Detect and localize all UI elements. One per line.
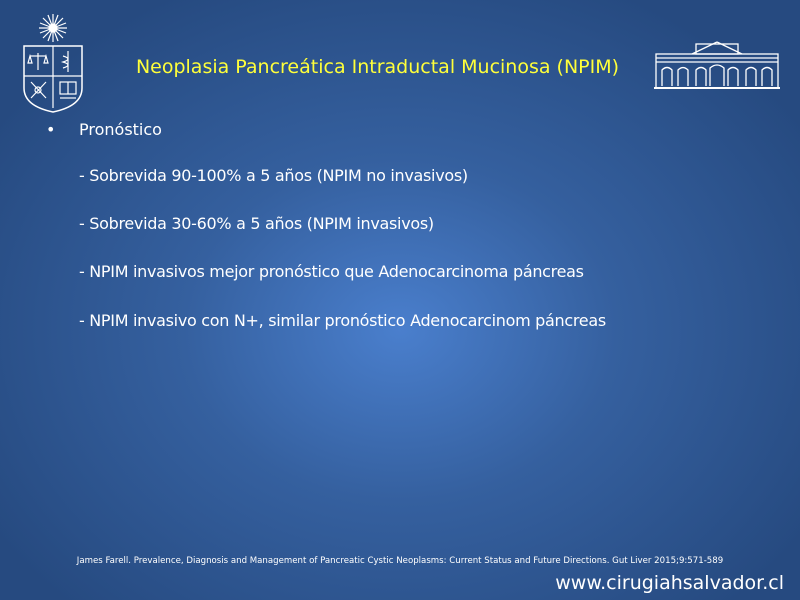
website-url: www.cirugiahsalvador.cl: [555, 572, 784, 594]
prognosis-line: - NPIM invasivo con N+, similar pronóstico Adenocarcinom páncreas: [79, 311, 606, 330]
bullet-symbol: •: [46, 120, 56, 139]
prognosis-line: - Sobrevida 90-100% a 5 años (NPIM no invasivos): [79, 166, 468, 185]
bullet-heading-row: [46, 120, 162, 139]
prognosis-line: - NPIM invasivos mejor pronóstico que Adenocarcinoma páncreas: [79, 262, 584, 281]
slide-title: Neoplasia Pancreática Intraductal Mucinosa (NPIM): [135, 56, 620, 78]
bullet-heading: Pronóstico: [79, 120, 162, 139]
hospital-building-icon: [652, 40, 782, 92]
reference-citation: James Farell. Prevalence, Diagnosis and Management of Pancreatic Cystic Neoplasms: Current Status and Future Directions. Gut Liver 2015;9:571-589: [76, 556, 724, 566]
prognosis-line: - Sobrevida 30-60% a 5 años (NPIM invasivos): [79, 214, 434, 233]
